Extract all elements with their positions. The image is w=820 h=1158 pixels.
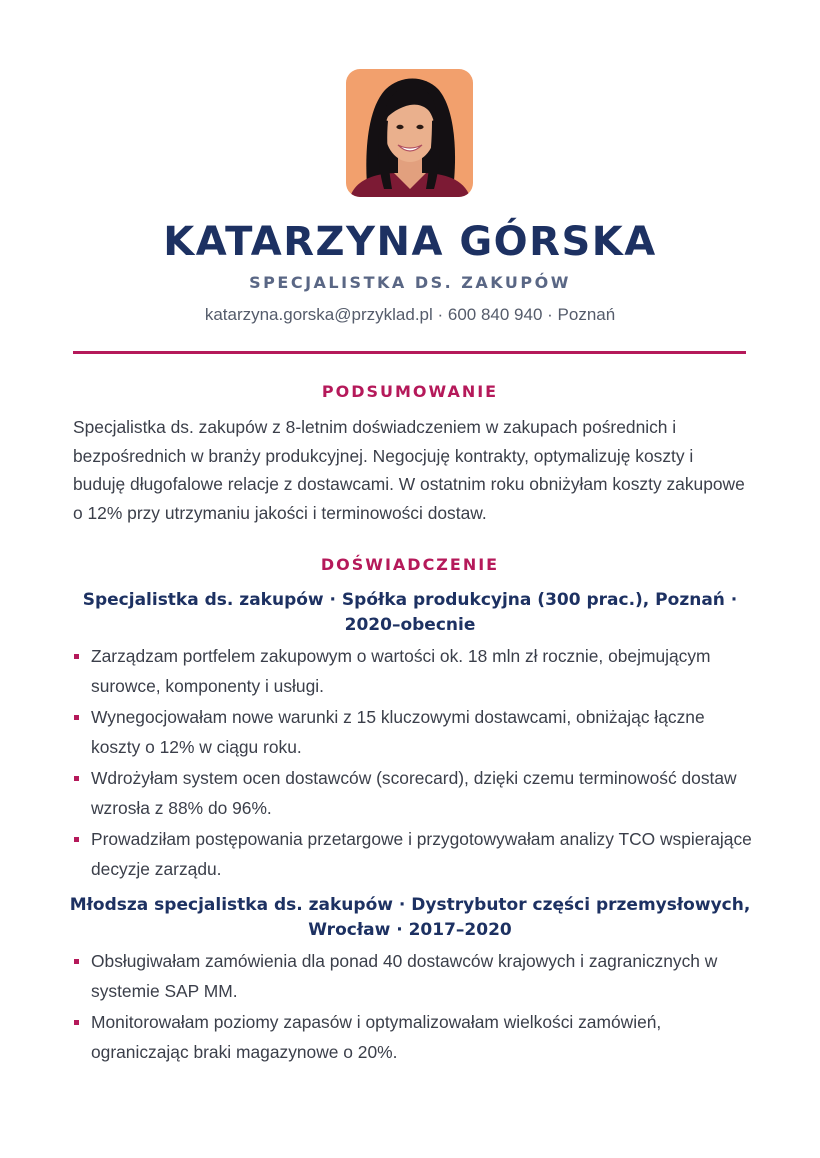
bullet-text: Wdrożyłam system ocen dostawców (scorecard), dzięki czemu terminowość dostaw wzrosła z 88% do 96%. bbox=[91, 768, 737, 818]
candidate-name: KATARZYNA GÓRSKA bbox=[163, 219, 657, 265]
experience-heading: DOŚWIADCZENIE bbox=[320, 555, 500, 574]
bullet-square-icon bbox=[74, 1020, 79, 1025]
summary-text: Specjalistka ds. zakupów z 8-letnim doświadczeniem w zakupach pośrednich i bezpośrednich w branży produkcyjnej. Negocjuję kontrakty, optymalizuję koszty i buduję długofalowe relacje z dostawcami. W ostatnim roku obniżyłam koszty zakupowe o 12% przy utrzymaniu jakości i terminowości dostaw. bbox=[73, 417, 745, 524]
bullet-text: Wynegocjowałam nowe warunki z 15 kluczowymi dostawcami, obniżając łączne koszty o 12% w ciągu roku. bbox=[91, 707, 705, 757]
bullet-text: Prowadziłam postępowania przetargowe i przygotowywałam analizy TCO wspierające decyzje zarządu. bbox=[91, 829, 752, 879]
candidate-role: SPECJALISTKA DS. ZAKUPÓW bbox=[249, 273, 571, 292]
list-item bbox=[73, 1008, 753, 1067]
bullet-text: Obsługiwałam zamówienia dla ponad 40 dostawców krajowych i zagranicznych w systemie SAP MM. bbox=[91, 951, 718, 1001]
bullet-square-icon bbox=[74, 715, 79, 720]
header-divider bbox=[73, 351, 746, 354]
list-item bbox=[73, 825, 753, 884]
list-item bbox=[73, 764, 753, 823]
list-item bbox=[73, 947, 753, 1006]
bullet-square-icon bbox=[74, 837, 79, 842]
profile-photo bbox=[346, 69, 473, 197]
list-item bbox=[73, 703, 753, 762]
list-item bbox=[73, 642, 753, 701]
job-bullets bbox=[73, 642, 753, 886]
bullet-square-icon bbox=[74, 654, 79, 659]
bullet-text: Monitorowałam poziomy zapasów i optymalizowałam wielkości zamówień, ograniczając braki magazynowe o 20%. bbox=[91, 1012, 662, 1062]
job-title: Młodsza specjalistka ds. zakupów · Dystrybutor części przemysłowych, Wrocław · 2017–2020 bbox=[69, 895, 751, 940]
contact-line: katarzyna.gorska@przyklad.pl · 600 840 940 · Poznań bbox=[204, 305, 616, 324]
bullet-text: Zarządzam portfelem zakupowym o wartości ok. 18 mln zł rocznie, obejmującym surowce, komponenty i usługi. bbox=[91, 646, 711, 696]
job-bullets bbox=[73, 947, 753, 1069]
job-title: Specjalistka ds. zakupów · Spółka produkcyjna (300 prac.), Poznań · 2020–obecnie bbox=[82, 590, 738, 635]
bullet-square-icon bbox=[74, 959, 79, 964]
bullet-square-icon bbox=[74, 776, 79, 781]
summary-heading: PODSUMOWANIE bbox=[321, 382, 499, 401]
